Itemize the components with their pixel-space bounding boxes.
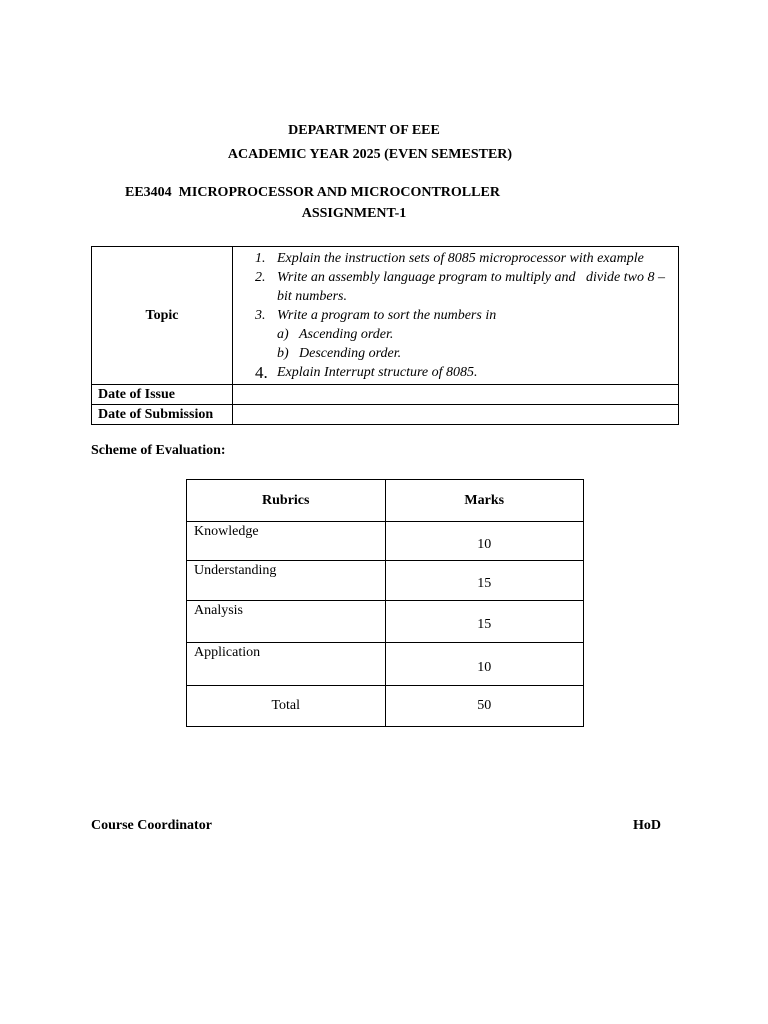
course-heading: EE3404 MICROPROCESSOR AND MICROCONTROLLER	[125, 185, 500, 200]
hod-label: HoD	[633, 818, 661, 833]
marks-header: Marks	[385, 480, 584, 522]
marks-cell: 15	[385, 561, 584, 601]
question-item	[239, 268, 674, 306]
total-label: Total	[187, 686, 386, 727]
question-number: 4.	[255, 363, 268, 382]
rubric-cell: Application	[187, 643, 386, 686]
department-heading: DEPARTMENT OF EEE	[288, 123, 440, 138]
topic-questions-cell	[233, 247, 679, 385]
date-of-issue-label: Date of Issue	[92, 385, 233, 405]
table-row	[187, 601, 584, 643]
sub-item-text: Ascending order.	[299, 327, 394, 342]
date-of-submission-value	[233, 405, 679, 425]
date-of-issue-value	[233, 385, 679, 405]
topic-label: Topic	[92, 247, 233, 385]
sub-item-text: Descending order.	[299, 346, 402, 361]
sub-item	[277, 344, 674, 363]
table-row	[187, 522, 584, 561]
rubric-cell: Analysis	[187, 601, 386, 643]
rubrics-header: Rubrics	[187, 480, 386, 522]
scheme-title: Scheme of Evaluation:	[91, 443, 226, 458]
marks-cell: 10	[385, 643, 584, 686]
question-text: Explain the instruction sets of 8085 microprocessor with example	[277, 251, 644, 266]
topic-table	[91, 246, 679, 425]
marks-cell: 10	[385, 522, 584, 561]
question-item	[239, 249, 674, 268]
question-item	[239, 363, 674, 382]
question-item	[239, 306, 674, 363]
sub-item	[277, 325, 674, 344]
rubric-cell: Understanding	[187, 561, 386, 601]
question-text: Explain Interrupt structure of 8085.	[277, 365, 478, 380]
question-number: 3.	[255, 308, 266, 323]
table-row	[187, 643, 584, 686]
total-value: 50	[385, 686, 584, 727]
marks-cell: 15	[385, 601, 584, 643]
course-coordinator-label: Course Coordinator	[91, 818, 212, 833]
rubric-cell: Knowledge	[187, 522, 386, 561]
question-text: Write a program to sort the numbers in	[277, 308, 497, 323]
question-number: 2.	[255, 270, 266, 285]
assignment-heading: ASSIGNMENT-1	[301, 206, 407, 221]
question-list	[239, 247, 674, 384]
rubrics-table	[186, 479, 584, 727]
sub-item-list	[277, 325, 674, 363]
date-of-submission-label: Date of Submission	[92, 405, 233, 425]
question-text: Write an assembly language program to multiply and divide two 8 – bit numbers.	[277, 270, 669, 304]
total-row	[187, 686, 584, 727]
question-number: 1.	[255, 251, 266, 266]
table-row	[187, 561, 584, 601]
sub-item-letter: b)	[277, 346, 289, 361]
sub-item-letter: a)	[277, 327, 289, 342]
academic-year-heading: ACADEMIC YEAR 2025 (EVEN SEMESTER)	[227, 147, 513, 162]
